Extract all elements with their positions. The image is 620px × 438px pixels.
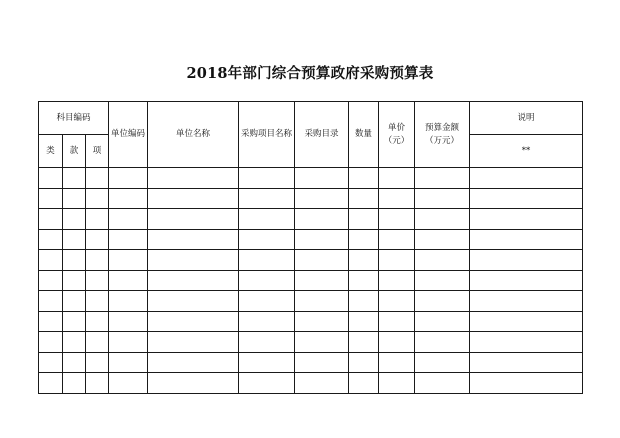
- cell-category: [39, 250, 63, 271]
- cell-section: [63, 311, 86, 332]
- cell-unit-code: [109, 229, 148, 250]
- cell-unit-name: [148, 332, 239, 353]
- cell-purchase-catalog: [295, 229, 349, 250]
- cell-note: [470, 209, 583, 230]
- cell-budget-amount: [415, 291, 470, 312]
- cell-note: [470, 229, 583, 250]
- cell-purchase-item: [239, 373, 295, 394]
- cell-purchase-catalog: [295, 250, 349, 271]
- cell-purchase-catalog: [295, 311, 349, 332]
- cell-unit-code: [109, 209, 148, 230]
- cell-note: [470, 168, 583, 189]
- table-row: [39, 373, 583, 394]
- cell-purchase-catalog: [295, 209, 349, 230]
- header-budget-line1: 预算金额: [424, 122, 459, 133]
- cell-category: [39, 188, 63, 209]
- cell-item: [86, 352, 109, 373]
- cell-section: [63, 229, 86, 250]
- cell-section: [63, 168, 86, 189]
- cell-section: [63, 209, 86, 230]
- header-unit-price-line2: （元）: [383, 135, 410, 146]
- cell-note: [470, 188, 583, 209]
- cell-purchase-item: [239, 229, 295, 250]
- cell-unit-code: [109, 250, 148, 271]
- table-row: [39, 311, 583, 332]
- cell-unit-code: [109, 352, 148, 373]
- cell-section: [63, 270, 86, 291]
- cell-purchase-item: [239, 291, 295, 312]
- cell-unit-code: [109, 291, 148, 312]
- cell-purchase-catalog: [295, 352, 349, 373]
- cell-quantity: [349, 270, 379, 291]
- cell-unit-name: [148, 168, 239, 189]
- cell-purchase-catalog: [295, 332, 349, 353]
- header-note: 说明: [470, 102, 583, 135]
- cell-unit-price: [379, 270, 415, 291]
- cell-item: [86, 229, 109, 250]
- cell-category: [39, 332, 63, 353]
- header-budget-amount: [415, 102, 470, 168]
- header-section: 款: [63, 135, 86, 168]
- table-row: [39, 332, 583, 353]
- cell-category: [39, 270, 63, 291]
- cell-unit-name: [148, 352, 239, 373]
- cell-note: [470, 250, 583, 271]
- cell-budget-amount: [415, 373, 470, 394]
- cell-unit-name: [148, 291, 239, 312]
- header-unit-code: 单位编码: [109, 102, 148, 168]
- table-row: [39, 168, 583, 189]
- cell-unit-price: [379, 311, 415, 332]
- header-purchase-catalog: 采购目录: [295, 102, 349, 168]
- cell-unit-name: [148, 311, 239, 332]
- cell-budget-amount: [415, 250, 470, 271]
- cell-note: [470, 352, 583, 373]
- cell-purchase-item: [239, 352, 295, 373]
- cell-unit-code: [109, 168, 148, 189]
- cell-purchase-catalog: [295, 270, 349, 291]
- cell-unit-code: [109, 270, 148, 291]
- cell-category: [39, 311, 63, 332]
- header-row-1: [39, 102, 583, 135]
- table-row: [39, 291, 583, 312]
- table-row: [39, 352, 583, 373]
- cell-unit-name: [148, 209, 239, 230]
- cell-note: [470, 332, 583, 353]
- cell-unit-price: [379, 332, 415, 353]
- cell-category: [39, 352, 63, 373]
- table-row: [39, 229, 583, 250]
- cell-purchase-catalog: [295, 373, 349, 394]
- cell-item: [86, 332, 109, 353]
- cell-note: [470, 311, 583, 332]
- cell-note: [470, 291, 583, 312]
- cell-unit-price: [379, 250, 415, 271]
- cell-unit-code: [109, 332, 148, 353]
- table-row: [39, 270, 583, 291]
- cell-unit-name: [148, 250, 239, 271]
- header-subject-code: 科目编码: [39, 102, 109, 135]
- cell-item: [86, 373, 109, 394]
- header-note-sub: **: [470, 135, 583, 168]
- cell-unit-price: [379, 352, 415, 373]
- header-budget-line2: （万元）: [424, 135, 459, 146]
- header-purchase-item: 采购项目名称: [239, 102, 295, 168]
- cell-unit-name: [148, 373, 239, 394]
- cell-quantity: [349, 291, 379, 312]
- cell-section: [63, 250, 86, 271]
- cell-note: [470, 270, 583, 291]
- cell-budget-amount: [415, 352, 470, 373]
- cell-quantity: [349, 332, 379, 353]
- cell-section: [63, 188, 86, 209]
- cell-budget-amount: [415, 168, 470, 189]
- cell-budget-amount: [415, 270, 470, 291]
- cell-unit-code: [109, 311, 148, 332]
- header-unit-name: 单位名称: [148, 102, 239, 168]
- cell-quantity: [349, 209, 379, 230]
- cell-purchase-item: [239, 168, 295, 189]
- header-quantity: 数量: [349, 102, 379, 168]
- header-unit-price-line1: 单价: [387, 122, 405, 133]
- cell-item: [86, 291, 109, 312]
- table-row: [39, 188, 583, 209]
- cell-unit-name: [148, 188, 239, 209]
- cell-item: [86, 250, 109, 271]
- cell-quantity: [349, 250, 379, 271]
- cell-budget-amount: [415, 332, 470, 353]
- cell-quantity: [349, 168, 379, 189]
- cell-section: [63, 373, 86, 394]
- cell-purchase-catalog: [295, 168, 349, 189]
- cell-purchase-item: [239, 209, 295, 230]
- cell-purchase-item: [239, 270, 295, 291]
- cell-unit-price: [379, 291, 415, 312]
- table-row: [39, 209, 583, 230]
- page-title: 2018年部门综合预算政府采购预算表: [186, 65, 434, 82]
- cell-quantity: [349, 188, 379, 209]
- cell-purchase-item: [239, 188, 295, 209]
- cell-item: [86, 311, 109, 332]
- cell-purchase-item: [239, 332, 295, 353]
- header-unit-price: [379, 102, 415, 168]
- cell-unit-price: [379, 229, 415, 250]
- cell-budget-amount: [415, 311, 470, 332]
- cell-item: [86, 188, 109, 209]
- cell-unit-price: [379, 373, 415, 394]
- cell-unit-name: [148, 270, 239, 291]
- cell-budget-amount: [415, 188, 470, 209]
- cell-purchase-catalog: [295, 188, 349, 209]
- cell-unit-price: [379, 168, 415, 189]
- cell-unit-price: [379, 188, 415, 209]
- cell-category: [39, 168, 63, 189]
- cell-category: [39, 373, 63, 394]
- cell-category: [39, 209, 63, 230]
- cell-unit-name: [148, 229, 239, 250]
- cell-budget-amount: [415, 209, 470, 230]
- cell-unit-code: [109, 373, 148, 394]
- cell-category: [39, 229, 63, 250]
- cell-purchase-catalog: [295, 291, 349, 312]
- cell-unit-code: [109, 188, 148, 209]
- cell-quantity: [349, 352, 379, 373]
- cell-quantity: [349, 311, 379, 332]
- cell-section: [63, 352, 86, 373]
- cell-unit-price: [379, 209, 415, 230]
- cell-quantity: [349, 229, 379, 250]
- cell-note: [470, 373, 583, 394]
- cell-purchase-item: [239, 250, 295, 271]
- header-item: 项: [86, 135, 109, 168]
- header-category: 类: [39, 135, 63, 168]
- procurement-budget-table: [38, 101, 583, 394]
- table-row: [39, 250, 583, 271]
- cell-section: [63, 291, 86, 312]
- cell-budget-amount: [415, 229, 470, 250]
- cell-purchase-item: [239, 311, 295, 332]
- cell-item: [86, 209, 109, 230]
- cell-quantity: [349, 373, 379, 394]
- cell-item: [86, 168, 109, 189]
- cell-item: [86, 270, 109, 291]
- table-body: [39, 102, 583, 394]
- cell-category: [39, 291, 63, 312]
- cell-section: [63, 332, 86, 353]
